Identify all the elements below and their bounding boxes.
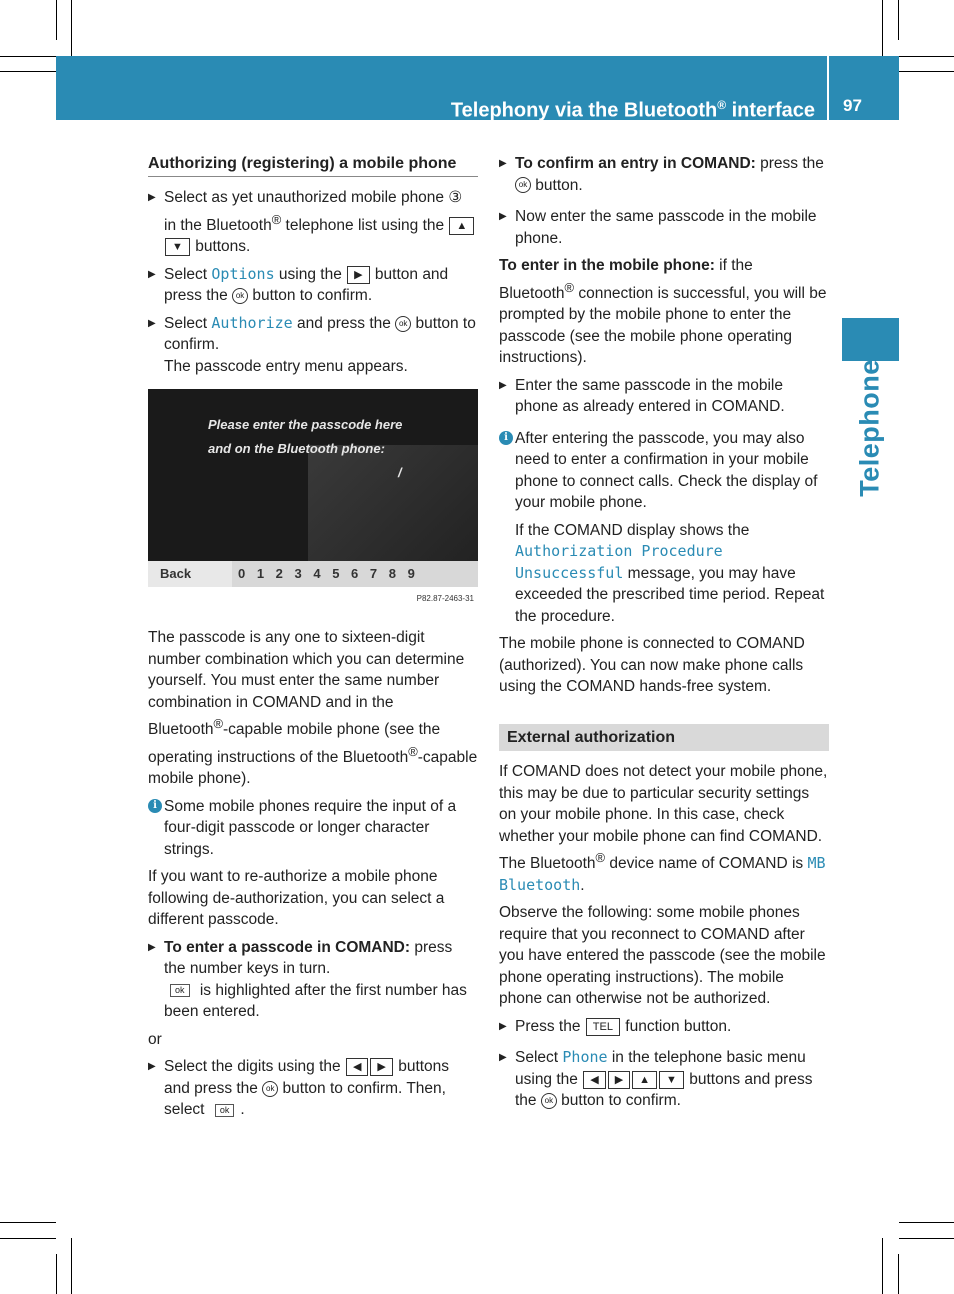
crop-mark [0, 71, 56, 72]
down-key-icon: ▼ [659, 1071, 684, 1089]
ok-button-icon: ok [395, 316, 411, 332]
info-note: i After entering the passcode, you may also need to enter a confirmation in your mobile phone to connect calls. Check the display of your mobile phone. [499, 428, 829, 514]
ok-button-icon: ok [515, 177, 531, 193]
bullet-arrow-icon: ▶ [499, 379, 507, 391]
paragraph: If COMAND does not detect your mobile phone, this may be due to particular security settings on your mobile phone. In this case, check whether your mobile phone can find COMAND. The Bluetooth® device name of COMAND is MB Bluetooth. [499, 763, 828, 894]
ok-button-icon: ok [262, 1081, 278, 1097]
list-item: ▶ To enter a passcode in COMAND: press the number keys in turn. ok is highlighted after the first number has been entered. [148, 938, 467, 1021]
crop-mark [898, 0, 899, 40]
side-tab-label: Telephone [854, 359, 885, 497]
header-bar [56, 56, 899, 120]
bullet-arrow-icon: ▶ [499, 211, 507, 222]
right-key-icon: ▶ [608, 1071, 630, 1089]
info-icon: i [148, 799, 162, 813]
left-key-icon: ◀ [583, 1071, 605, 1089]
crop-mark [0, 56, 56, 57]
paragraph: The mobile phone is connected to COMAND (authorized). You can now make phone calls using the COMAND hands-free system. [499, 635, 805, 696]
paragraph: If you want to re-authorize a mobile phone following de-authorization, you can select a different passcode. [148, 868, 445, 929]
screen-input-bar [148, 561, 478, 587]
page-number: 97 [843, 96, 862, 115]
left-column [148, 153, 478, 1127]
list-item: ▶ Now enter the same passcode in the mobile phone. [499, 208, 817, 247]
header-title: Telephony via the Bluetooth® interface [450, 98, 815, 122]
ok-button-icon: ok [541, 1093, 557, 1109]
list-item: ▶ Press the TEL function button. [499, 1016, 829, 1038]
list-item: ▶ Select as yet unauthorized mobile phone ③ in the Bluetooth® telephone list using the ▲▼ buttons. [148, 187, 478, 258]
paragraph: Observe the following: some mobile phones require that you reconnect to COMAND after you have entered the passcode (see the mobile phone operating instructions). The mobile phone can otherwise not be authorized. [499, 904, 826, 1008]
menu-item-code: Authorize [211, 313, 293, 332]
screen-digits: 0 1 2 3 4 5 6 7 8 9 [238, 566, 419, 582]
left-key-icon: ◀ [346, 1058, 368, 1076]
message-code: Authorization Procedure Unsuccessful [515, 542, 723, 582]
screen-back-button: Back [148, 561, 232, 587]
up-key-icon: ▲ [632, 1071, 657, 1089]
info-note-continuation: If the COMAND display shows the Authorization Procedure Unsuccessful message, you may have exceeded the prescribed time period. Repeat the procedure. [515, 521, 825, 625]
crop-mark [898, 1254, 899, 1294]
list-item: ▶ To confirm an entry in COMAND: press the ok button. [499, 155, 824, 194]
list-item: ▶ Select the digits using the ◀ ▶ buttons and press the ok button to confirm. Then, select ok . [148, 1058, 450, 1119]
info-note: i Some mobile phones require the input of a four-digit passcode or longer character strings. [148, 796, 478, 861]
crop-mark [899, 1238, 954, 1239]
header-divider [827, 56, 829, 120]
ok-key-icon: ok [170, 984, 190, 997]
crop-mark [882, 0, 883, 56]
bullet-arrow-icon: ▶ [148, 317, 156, 329]
paragraph: To enter in the mobile phone: if the Bluetooth® connection is successful, you will be prompted by the mobile phone to enter the passcode (see the mobile phone operating instructions). [499, 257, 827, 367]
crop-mark [882, 1238, 883, 1294]
crop-mark [0, 1238, 56, 1239]
bullet-arrow-icon: ▶ [148, 268, 156, 280]
crop-mark [899, 1222, 954, 1223]
list-item: ▶ Select Phone in the telephone basic menu using the ◀ ▶ ▲ ▼ buttons and press the ok button to confirm. [499, 1048, 813, 1110]
bullet-arrow-icon: ▶ [499, 1052, 507, 1064]
right-key-icon: ▶ [347, 266, 369, 284]
ok-key-icon: ok [215, 1104, 235, 1117]
crop-mark [899, 56, 954, 57]
list-item: ▶ Select Authorize and press the ok button to confirm. The passcode entry menu appears. [148, 313, 476, 375]
menu-item-code: Phone [562, 1048, 608, 1067]
section-heading: Authorizing (registering) a mobile phone [148, 153, 478, 177]
bullet-arrow-icon: ▶ [499, 158, 507, 169]
list-item: ▶ Select Options using the ▶ button and press the ok button to confirm. [148, 264, 449, 305]
section-heading-external-authorization: External authorization [499, 724, 829, 752]
bullet-arrow-icon: ▶ [148, 1061, 156, 1073]
down-key-icon: ▼ [165, 238, 190, 256]
bullet-arrow-icon: ▶ [499, 1020, 507, 1032]
list-item: ▶ Enter the same passcode in the mobile phone as already entered in COMAND. [499, 376, 785, 416]
right-column [499, 153, 829, 1118]
crop-mark [71, 1238, 72, 1294]
paragraph-or: or [148, 1030, 162, 1048]
up-key-icon: ▲ [449, 217, 474, 235]
tel-key-icon: TEL [586, 1018, 620, 1036]
screen-prompt: Please enter the passcode here and on the Bluetooth phone: / [208, 417, 403, 481]
bullet-arrow-icon: ▶ [148, 941, 156, 953]
crop-mark [56, 1254, 57, 1294]
paragraph: The passcode is any one to sixteen-digit number combination which you can determine yourself. You must enter the same number combination in COMAND and in the Bluetooth®-capable mobile phone (see the operating instructions of the Bluetooth®-capable mobile phone). [148, 629, 478, 788]
ok-button-icon: ok [232, 288, 248, 304]
crop-mark [56, 0, 57, 40]
right-key-icon: ▶ [370, 1058, 392, 1076]
crop-mark [899, 71, 954, 72]
bullet-arrow-icon: ▶ [148, 192, 156, 203]
passcode-screen-image [148, 389, 478, 611]
image-reference: P82.87-2463-31 [417, 588, 474, 610]
crop-mark [71, 0, 72, 56]
device-name-code: MB Bluetooth [499, 854, 826, 894]
info-icon: i [499, 431, 513, 445]
menu-item-code: Options [211, 264, 275, 283]
side-tab-block [842, 318, 899, 361]
crop-mark [0, 1222, 56, 1223]
